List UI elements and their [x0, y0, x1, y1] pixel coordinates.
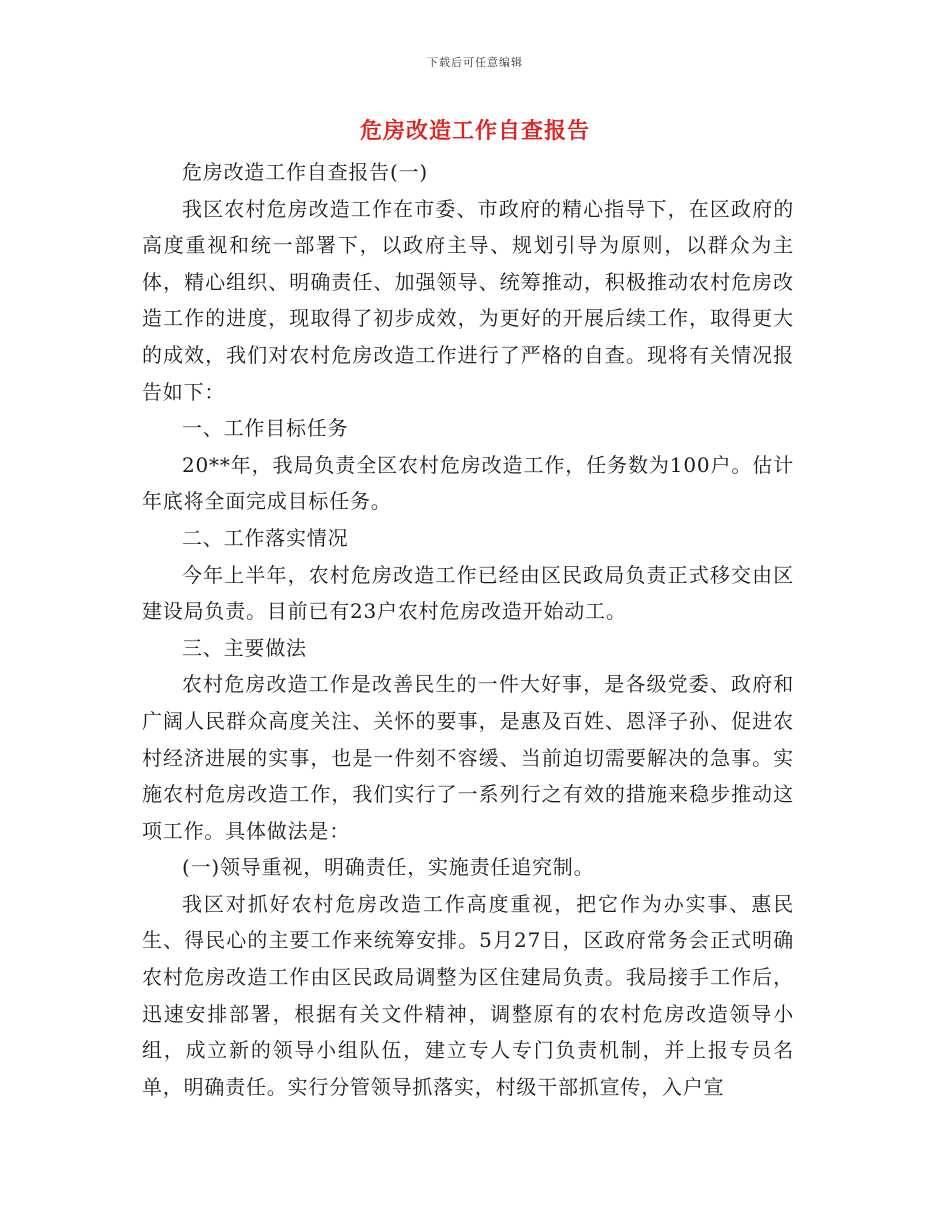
- intro-paragraph: 我区农村危房改造工作在市委、市政府的精心指导下，在区政府的高度重视和统一部署下，以政府主导、规划引导为原则，以群众为主体，精心组织、明确责任、加强领导、统筹推动，积极推动农村危房改造工作的进度，现取得了初步成效，为更好的开展后续工作，取得更大的成效，我们对农村危房改造工作进行了严格的自查。现将有关情况报告如下：: [142, 196, 794, 404]
- document-body: [142, 154, 794, 1105]
- section-heading-methods: 三、主要做法: [182, 635, 307, 660]
- leadership-paragraph: 我区对抓好农村危房改造工作高度重视，把它作为办实事、惠民生、得民心的主要工作来统筹安排。5月27日，区政府常务会正式明确农村危房改造工作由区民政局调整为区住建局负责。我局接手工作后，迅速安排部署，根据有关文件精神，调整原有的农村危房改造领导小组，成立新的领导小组队伍，建立专人专门负责机制，并上报专员名单，明确责任。实行分管领导抓落实，村级干部抓宣传，入户宣: [142, 891, 794, 1099]
- implementation-paragraph: 今年上半年，农村危房改造工作已经由区民政局负责正式移交由区建设局负责。目前已有23户农村危房改造开始动工。: [142, 562, 794, 624]
- section-heading-implementation: 二、工作落实情况: [182, 525, 349, 550]
- subsection-heading-leadership: (一)领导重视，明确责任，实施责任追究制。: [182, 855, 595, 880]
- methods-paragraph: 农村危房改造工作是改善民生的一件大好事，是各级党委、政府和广阔人民群众高度关注、关怀的要事，是惠及百姓、恩泽子孙、促进农村经济进展的实事，也是一件刻不容缓、当前迫切需要解决的急事。实施农村危房改造工作，我们实行了一系列行之有效的措施来稳步推动这项工作。具体做法是：: [142, 672, 794, 843]
- page-header-note: 下载后可任意编辑: [427, 56, 523, 69]
- section-heading-goals: 一、工作目标任务: [182, 416, 349, 441]
- document-title: 危房改造工作自查报告: [359, 118, 590, 144]
- report-subtitle: 危房改造工作自查报告(一): [182, 160, 429, 184]
- goals-paragraph: 20**年，我局负责全区农村危房改造工作，任务数为100户。估计年底将全面完成目标任务。: [142, 452, 794, 514]
